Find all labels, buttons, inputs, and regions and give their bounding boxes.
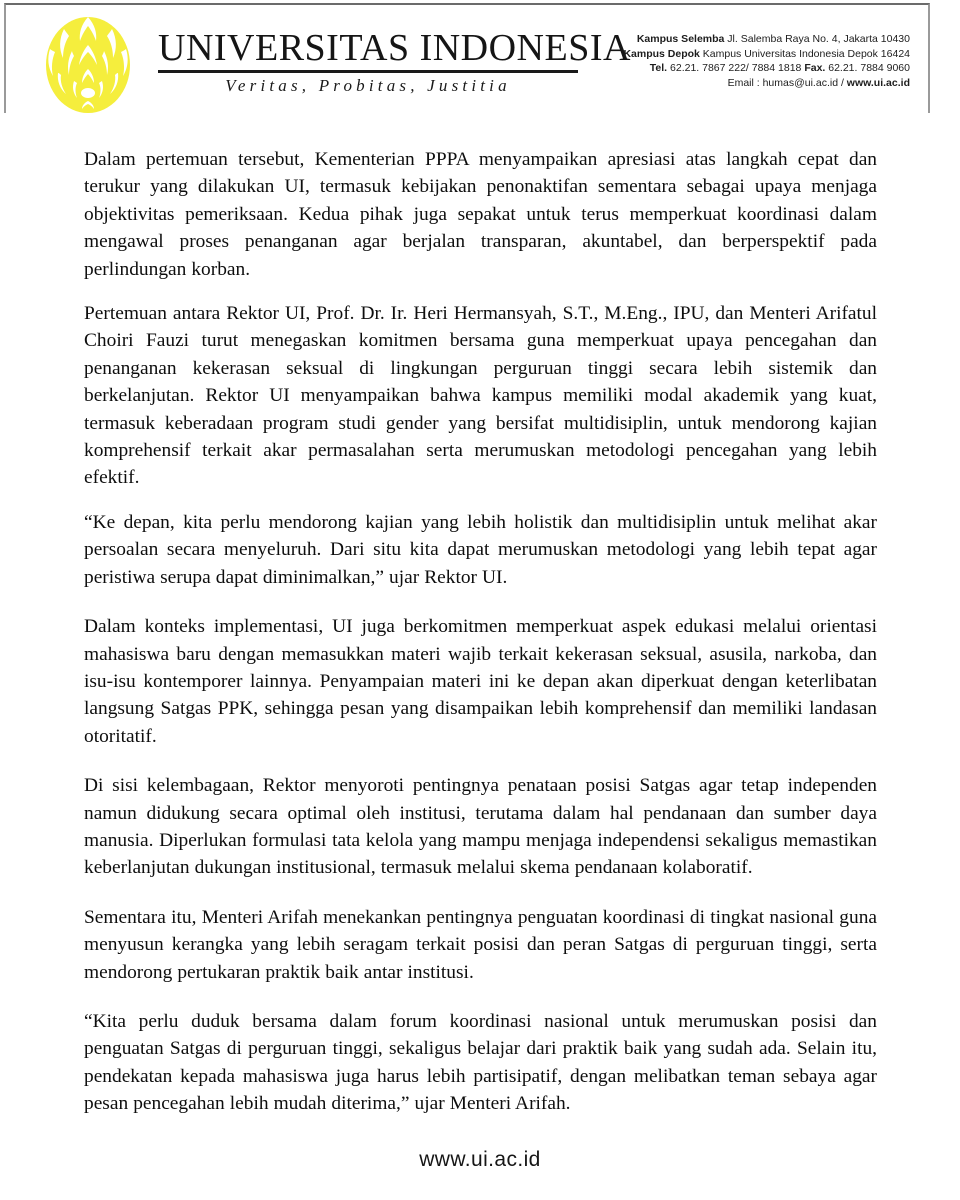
- contact-email: Email : humas@ui.ac.id /: [727, 76, 847, 89]
- paragraph: “Kita perlu duduk bersama dalam forum koordinasi nasional untuk merumuskan posisi dan penguatan Satgas di perguruan tinggi, sekaligus belajar dari praktik baik yang sudah ada. Selain itu, pendekatan kepada mahasiswa juga harus lebih partisipatif, dengan melibatkan teman sebaya agar pesan pencegahan lebih mudah diterima,” ujar Menteri Arifah.: [84, 1010, 877, 1115]
- wordmark-rule: [158, 70, 578, 73]
- contact-depok-label: Kampus Depok: [623, 47, 700, 60]
- footer-website: www.ui.ac.id: [419, 1148, 541, 1171]
- university-name: UNIVERSITAS INDONESIA: [158, 27, 631, 69]
- paragraph: Dalam pertemuan tersebut, Kementerian PPPA menyampaikan apresiasi atas langkah cepat dan terukur yang dilakukan UI, termasuk kebijakan penonaktifan sementara sebagai upaya menjaga objektivitas pemeriksaan. Kedua pihak juga sepakat untuk terus memperkuat koordinasi dalam mengawal proses penanganan agar berjalan transparan, akuntabel, dan berperspektif pada perlindungan korban.: [84, 149, 877, 280]
- wordmark: [158, 27, 631, 97]
- contact-depok-address: Kampus Universitas Indonesia Depok 16424: [699, 47, 910, 60]
- contact-website: www.ui.ac.id: [846, 76, 910, 89]
- contact-line-email: [623, 76, 910, 91]
- paragraph: Dalam konteks implementasi, UI juga berkomitmen memperkuat aspek edukasi melalui orientasi mahasiswa baru dengan memasukkan materi wajib terkait kekerasan seksual, asusila, narkoba, dan isu-isu kontemporer lainnya. Penyampaian materi ini ke depan akan diperkuat dengan keterlibatan langsung Satgas PPK, sehingga pesan yang disampaikan lebih komprehensif dan memiliki landasan otoritatif.: [84, 616, 877, 747]
- paragraph: Sementara itu, Menteri Arifah menekankan pentingnya penguatan koordinasi di tingkat nasional guna menyusun kerangka yang lebih seragam terkait posisi dan peran Satgas di perguruan tinggi, serta mendorong pertukaran praktik baik antar institusi.: [84, 906, 877, 983]
- document-body: [84, 146, 877, 1118]
- contact-block: [623, 32, 910, 90]
- contact-fax-label: Fax.: [804, 62, 826, 75]
- contact-fax-number: 62.21. 7884 9060: [825, 62, 910, 75]
- contact-line-salemba: [623, 32, 910, 47]
- contact-line-phone: [623, 61, 910, 76]
- contact-line-depok: [623, 47, 910, 62]
- paragraph: Di sisi kelembagaan, Rektor menyoroti pentingnya penataan posisi Satgas agar tetap independen namun didukung secara optimal oleh institusi, terutama dalam hal pendanaan dan sumber daya manusia. Diperlukan formulasi tata kelola yang mampu menjaga independensi sekaligus memastikan keberlanjutan dukungan institusional, termasuk melalui skema pendanaan kolaboratif.: [84, 775, 877, 879]
- contact-tel-label: Tel.: [649, 62, 668, 75]
- contact-salemba-label: Kampus Selemba: [636, 33, 725, 45]
- letterhead: [4, 3, 930, 113]
- paragraph: Pertemuan antara Rektor UI, Prof. Dr. Ir. Heri Hermansyah, S.T., M.Eng., IPU, dan Menteri Arifatul Choiri Fauzi turut menegaskan komitmen bersama guna memperkuat upaya pencegahan dan penanganan kekerasan seksual di lingkungan perguruan tinggi secara lebih sistemik dan berkelanjutan. Rektor UI menyampaikan bahwa kampus memiliki modal akademik yang kuat, termasuk keberadaan program studi gender yang bersifat multidisiplin, untuk mendorong kajian komprehensif terkait akar permasalahan serta merumuskan metodologi pencegahan yang lebih efektif.: [84, 303, 877, 489]
- contact-tel-number: 62.21. 7867 222/ 7884 1818: [667, 62, 805, 75]
- contact-salemba-address: Jl. Salemba Raya No. 4, Jakarta 10430: [724, 33, 910, 45]
- makara-logo-icon: [34, 11, 142, 115]
- university-tagline: Veritas, Probitas, Justitia: [225, 76, 511, 95]
- paragraph: “Ke depan, kita perlu mendorong kajian yang lebih holistik dan multidisiplin untuk melihat akar persoalan secara menyeluruh. Dari situ kita dapat merumuskan metodologi yang lebih tepat agar peristiwa serupa dapat diminimalkan,” ujar Rektor UI.: [84, 511, 877, 588]
